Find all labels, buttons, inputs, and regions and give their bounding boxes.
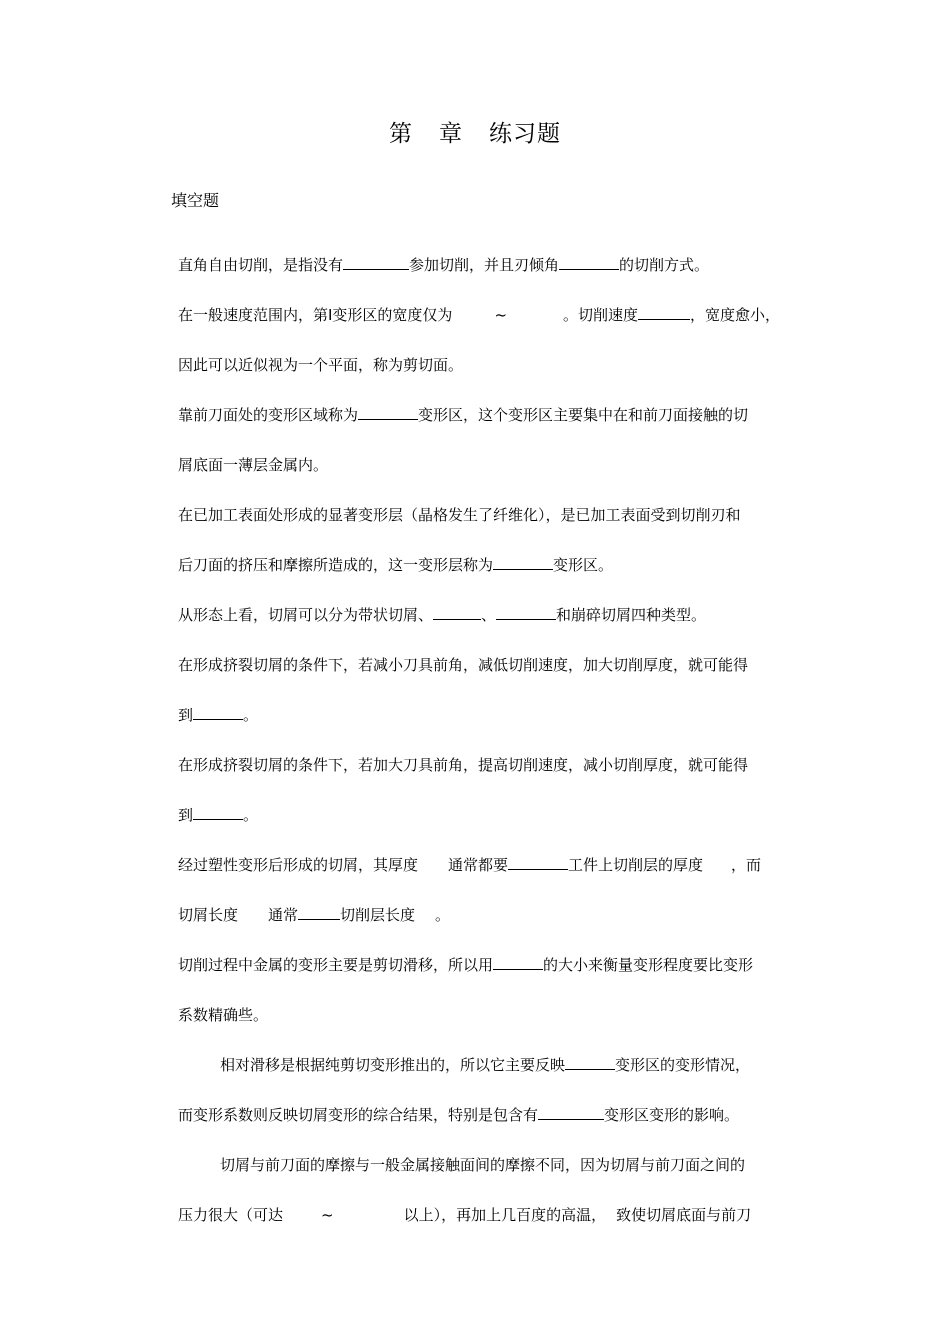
title-exercises: 练习题 bbox=[489, 121, 561, 147]
text-line: 在已加工表面处形成的显著变形层（晶格发生了纤维化），是已加工表面受到切削刃和 bbox=[178, 506, 741, 524]
fill-blank bbox=[343, 254, 409, 270]
fill-blank bbox=[193, 804, 243, 820]
text-line: 屑底面一薄层金属内。 bbox=[178, 456, 329, 474]
fill-blank bbox=[508, 854, 568, 870]
fill-blank bbox=[493, 554, 553, 570]
fill-blank bbox=[565, 1054, 615, 1070]
text-line: 到 。 bbox=[178, 706, 259, 724]
title-zhang: 章 bbox=[439, 121, 463, 147]
fill-blank bbox=[493, 954, 543, 970]
fill-blank bbox=[496, 604, 556, 620]
fill-blank bbox=[433, 604, 481, 620]
page-title bbox=[0, 119, 950, 149]
text-line: 切削过程中金属的变形主要是剪切滑移，所以用 的大小来衡量变形程度要比变形 bbox=[178, 956, 754, 974]
text-line: 后刀面的挤压和摩擦所造成的，这一变形层称为 变形区。 bbox=[178, 556, 614, 574]
text-line: 而变形系数则反映切屑变形的综合结果，特别是包含有 变形区变形的影响。 bbox=[178, 1106, 740, 1124]
text-line: 切屑与前刀面的摩擦与一般金属接触面间的摩擦不同，因为切屑与前刀面之间的 bbox=[220, 1156, 746, 1174]
text-line: 切屑长度 通常 切削层长度 。 bbox=[178, 906, 451, 924]
text-line: 压力很大（可达 ~ 以上），再加上几百度的高温， 致使切屑底面与前刀 bbox=[178, 1206, 752, 1224]
text-line: 到 。 bbox=[178, 806, 259, 824]
text-line: 系数精确些。 bbox=[178, 1006, 269, 1024]
fill-blank bbox=[559, 254, 619, 270]
fill-blank bbox=[358, 404, 418, 420]
title-chapter: 第 bbox=[389, 121, 413, 147]
text-line: 在一般速度范围内，第Ⅰ变形区的宽度仅为 ~ 。切削速度 ，宽度愈小， bbox=[178, 306, 781, 324]
text-line: 因此可以近似视为一个平面，称为剪切面。 bbox=[178, 356, 464, 374]
text-line: 经过塑性变形后形成的切屑，其厚度 通常都要 工件上切削层的厚度 ，而 bbox=[178, 856, 762, 874]
fill-blank bbox=[193, 704, 243, 720]
text-line: 在形成挤裂切屑的条件下，若减小刀具前角，减低切削速度，加大切削厚度，就可能得 bbox=[178, 656, 749, 674]
text-line: 从形态上看，切屑可以分为带状切屑、 、 和崩碎切屑四种类型。 bbox=[178, 606, 707, 624]
text-line: 靠前刀面处的变形区域称为 变形区，这个变形区主要集中在和前刀面接触的切 bbox=[178, 406, 749, 424]
fill-blank bbox=[538, 1104, 604, 1120]
text-line: 相对滑移是根据纯剪切变形推出的，所以它主要反映 变形区的变形情况， bbox=[220, 1056, 751, 1074]
fill-blank bbox=[638, 304, 690, 320]
text-line: 直角自由切削，是指没有 参加切削，并且刃倾角 的切削方式。 bbox=[178, 256, 710, 274]
section-heading: 填空题 bbox=[171, 191, 220, 210]
fill-blank bbox=[298, 904, 340, 920]
text-line: 在形成挤裂切屑的条件下，若加大刀具前角，提高切削速度，减小切削厚度，就可能得 bbox=[178, 756, 749, 774]
